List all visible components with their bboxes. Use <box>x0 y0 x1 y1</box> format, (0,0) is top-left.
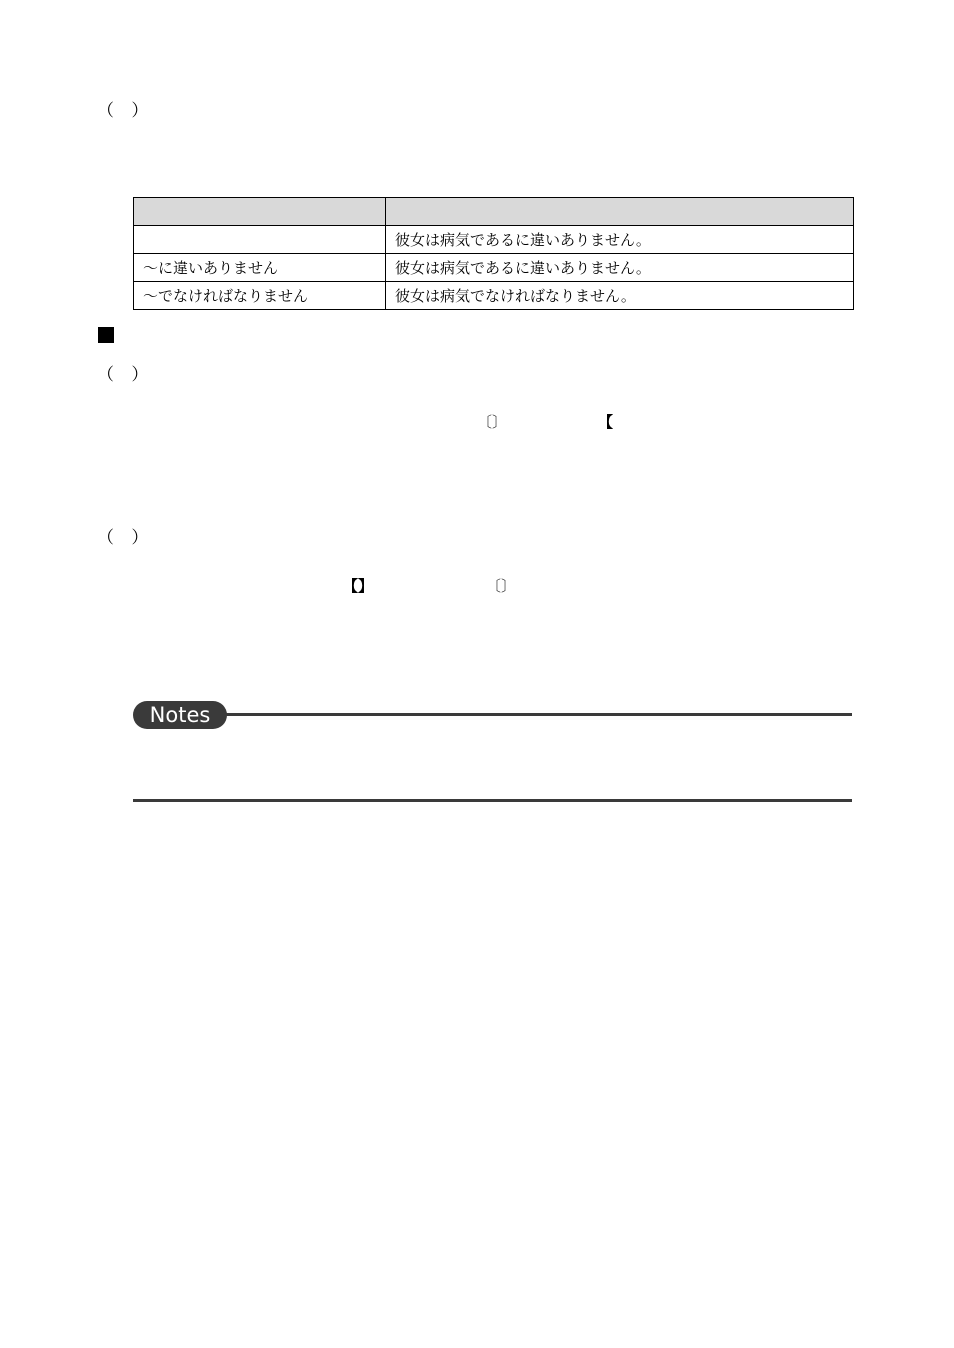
notes-label: Notes <box>133 701 227 729</box>
table-row <box>134 254 854 282</box>
section-c-lenticular-bracket: 【】 <box>343 577 374 595</box>
table-header-cell <box>386 198 854 226</box>
table-cell-pattern <box>134 226 386 254</box>
section-b-tortoise-bracket: 〔〕 <box>477 413 508 431</box>
table-cell-example: 彼女は病気であるに違いありません。 <box>386 226 854 254</box>
table-row <box>134 226 854 254</box>
table-cell-pattern: ～に違いありません <box>134 254 386 282</box>
section-a-parentheses: （ ） <box>97 101 155 121</box>
table-header-cell <box>134 198 386 226</box>
notes-bottom-rule <box>133 799 852 802</box>
section-b-parentheses: （ ） <box>97 365 155 385</box>
grammar-table <box>133 197 854 310</box>
table-row <box>134 282 854 310</box>
table-header-row <box>134 198 854 226</box>
notes-top-rule <box>226 713 852 716</box>
section-c-parentheses: （ ） <box>97 528 155 548</box>
section-square-bullet-icon <box>98 327 114 343</box>
section-b-lenticular-bracket: 【 <box>598 413 614 431</box>
section-c-tortoise-bracket: 〔〕 <box>486 577 517 595</box>
table-cell-pattern: ～でなければなりません <box>134 282 386 310</box>
table-cell-example: 彼女は病気であるに違いありません。 <box>386 254 854 282</box>
table-cell-example: 彼女は病気でなければなりません。 <box>386 282 854 310</box>
